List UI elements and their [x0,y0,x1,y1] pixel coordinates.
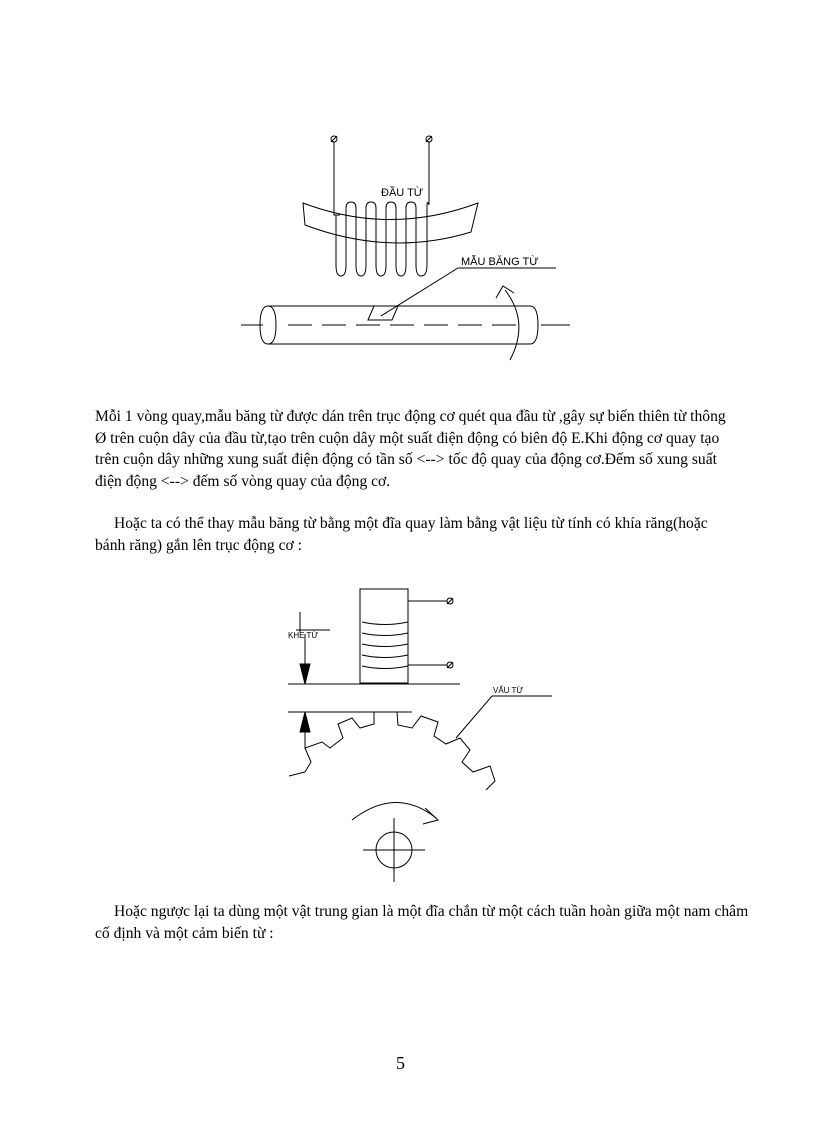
head-label: ĐẦU TỪ [381,187,424,199]
head-core [303,203,478,243]
page-number: 5 [396,1053,405,1073]
gap-label: KHE TỪ [288,631,319,640]
rotation-arrow-icon [352,802,436,820]
paragraph-3: Hoặc ngược lại ta dùng một vật trung gian là một đĩa chắn từ một cách tuần hoàn giữa một nam châm cố định và một cảm biến từ : [95,903,749,942]
paragraph-2: Hoặc ta có thể thay mẫu băng từ bằng một đĩa quay làm bằng vật liệu từ tính có khía răng(hoặc bánh răng) gắn lên trục động cơ : [95,515,708,554]
gear-sensor-figure [288,589,552,882]
tape-label: MẪU BĂNG TỪ [461,256,539,268]
paragraph-1: Mỗi 1 vòng quay,mẫu băng từ được dán trên trục động cơ quét qua đầu từ ,gây sự biến thiên từ thông Ø trên cuộn dây của đầu từ,tạo trên cuộn dây một suất điện động có biên độ E.Khi động cơ quay tạo trên cuộn dây những xung suất điện động có tần số <--> tốc độ quay của động cơ.Đếm số xung suất điện động <--> đếm số vòng quay của động cơ. [95,408,726,490]
head-coil [336,202,429,276]
gear-teeth [289,712,495,790]
magnetic-head-figure [241,136,570,360]
gear-label: VẤU TỪ [493,686,524,695]
gear-leader [456,696,552,738]
tape-leader [381,268,556,316]
